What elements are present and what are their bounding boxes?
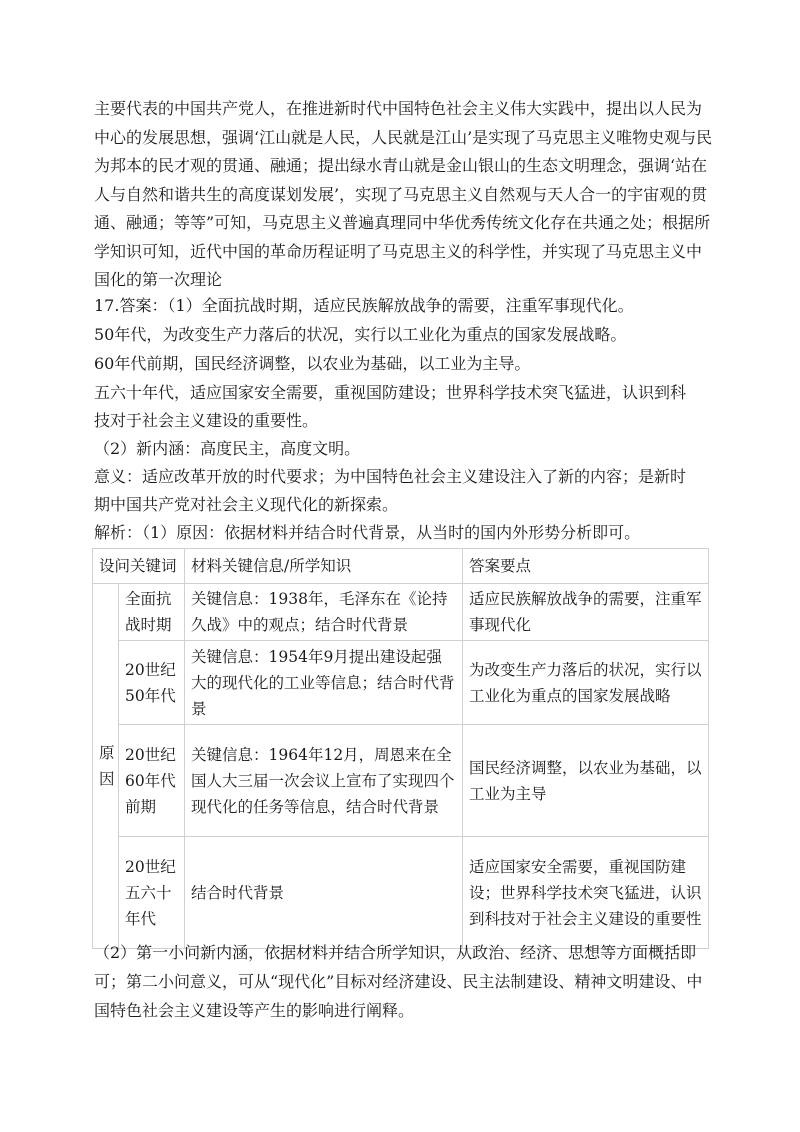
row-answer: 适应国家安全需要，重视国防建设；世界科学技术突飞猛进，认识到科技对于社会主义建设的重要性: [463, 837, 709, 949]
row-info: 关键信息：1938年，毛泽东在《论持久战》中的观点；结合时代背景: [185, 584, 463, 641]
answer-line: 期中国共产党对社会主义现代化的新探索。: [94, 495, 399, 514]
row-info: 结合时代背景: [185, 837, 463, 949]
row-period: 20世纪60年代前期: [119, 725, 185, 837]
row-period: 20世纪五六十年代: [119, 837, 185, 949]
row-answer: 为改变生产力落后的状况，实行以工业化为重点的国家发展战略: [463, 641, 709, 725]
table-row: [93, 725, 709, 837]
row-answer: 适应民族解放战争的需要，注重军事现代化: [463, 584, 709, 641]
table-row: [93, 837, 709, 949]
row-period: 全面抗战时期: [119, 584, 185, 641]
answer-line: 17.答案：（1）全面抗战时期，适应民族解放战争的需要，注重军事现代化。: [94, 296, 634, 315]
answer-line: （2）新内涵：高度民主，高度文明。: [94, 439, 361, 458]
answer-line: 技对于社会主义建设的重要性。: [94, 411, 319, 430]
intro-paragraph: 主要代表的中国共产党人，在推进新时代中国特色社会主义伟大实践中，提出以人民为中心的发展思想，强调‘江山就是人民，人民就是江山’是实现了马克思主义唯物史观与民为邦本的民才观的贯通、融通；提出绿水青山就是金山银山的生态文明理念，强调‘站在人与自然和谐共生的高度谋划发展’，实现了马克思主义自然观与天人合一的宇宙观的贯通、融通；等等”可知，马克思主义普遍真理同中华优秀传统文化存在共通之处；根据所学知识可知，近代中国的革命历程证明了马克思主义的科学性，并实现了马克思主义中国化的第一次理论: [94, 99, 713, 289]
table-header-answer: 答案要点: [463, 549, 709, 584]
row-info: 关键信息：1964年12月，周恩来在全国人大三届一次会议上宣布了实现四个现代化的任务等信息，结合时代背景: [185, 725, 463, 837]
answer-line: 五六十年代，适应国家安全需要，重视国防建设；世界科学技术突飞猛进，认识到科: [94, 383, 687, 402]
table-row: [93, 584, 709, 641]
closing-paragraph: （2）第一小问新内涵，依据材料并结合所学知识，从政治、经济、思想等方面概括即可；第二小问意义，可从“现代化”目标对经济建设、民主法制建设、精神文明建设、中国特色社会主义建设等产生的影响进行阐释。: [94, 943, 703, 1020]
answer-line: 解析：（1）原因：依据材料并结合时代背景，从当时的国内外形势分析即可。: [94, 523, 641, 542]
table-row: [93, 641, 709, 725]
answer-line: 50年代，为改变生产力落后的状况，实行以工业化为重点的国家发展战略。: [94, 325, 627, 344]
answer-line: 意义：适应改革开放的时代要求；为中国特色社会主义建设注入了新的内容；是新时: [94, 467, 687, 486]
row-info: 关键信息：1954年9月提出建设起强大的现代化的工业等信息；结合时代背景: [185, 641, 463, 725]
group-label-reason: 原因: [93, 584, 119, 949]
table-header-keyword: 设问关键词: [93, 549, 185, 584]
table-header-row: [93, 549, 709, 584]
row-answer: 国民经济调整，以农业为基础，以工业为主导: [463, 725, 709, 837]
row-period: 20世纪50年代: [119, 641, 185, 725]
answer-line: 60年代前期，国民经济调整，以农业为基础，以工业为主导。: [94, 354, 531, 373]
table-header-info: 材料关键信息/所学知识: [185, 549, 463, 584]
analysis-table: [92, 548, 709, 949]
